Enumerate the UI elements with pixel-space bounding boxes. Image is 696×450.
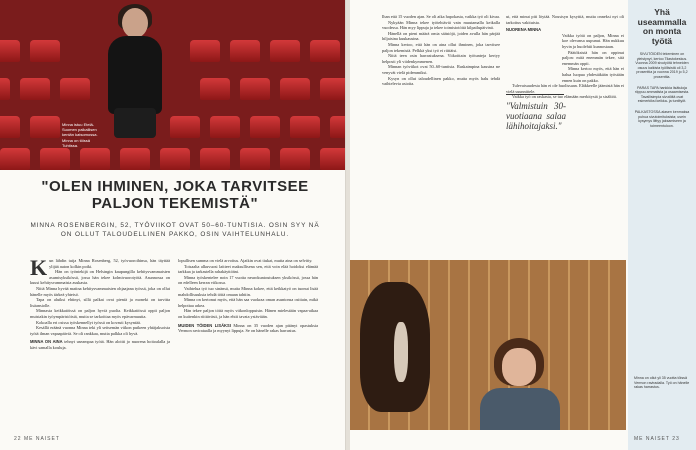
section-subhead: MINNA ON AINA xyxy=(30,339,63,345)
page-folio-left: 22 ME NAISET xyxy=(14,436,60,442)
paragraph: Niitä Minna hyvää matina kehitysvammaisten ohjaajana työssä, joka on ollut hänelle myös tärkeä yhteisö. xyxy=(30,285,170,297)
article-column-3 xyxy=(382,14,500,87)
section-subhead: MUIDEN TÖIDEN LISÄKSI xyxy=(178,322,231,328)
paragraph: Ihan että 15 vuoden ajan. Se oli aika hapokasta, vaikka työ oli kivaa. xyxy=(382,14,501,19)
paragraph: Minna kertoo myös, että hän ei halua luopua yhdestäkään työstään ennen kuin on pakko. xyxy=(562,66,624,83)
paragraph: Toisaalta alkuvuosi laitteet maksullisena sen, että voin elää hoidoksi elämää tarkkaa ja tarkastella rahakäyttöäni. xyxy=(178,263,318,275)
sidebar-block: SIVUTÖIDEN tekeminen on yleistynyt, kertoo Tilastokeskus. Vuonna 2009 sivutyötä tehneiden osuus kaikista työllisistä oli 3,2 prosenttia ja vuonna 2019 jo 5,2 prosenttia. xyxy=(635,52,689,79)
paragraph: Kysyn on ollut taloudellinen pakko, mutta myös halu tehdä vaihtelevia asioita. xyxy=(382,75,500,87)
paragraph: ut, että minut piti löytää. Nousisyn kysyttiä, mutta onneksi nyt oli tarkoitus vakituista. xyxy=(506,14,624,25)
article-headline: "OLEN IHMINEN, JOKA TARVITSEE PALJON TEKEMISTÄ" xyxy=(41,178,309,212)
article-column-2 xyxy=(178,258,318,334)
paragraph: tehnyt useampaa työtä. Hän aloitti jo nuorena hoitoalalla ja kävi samalla kouluja. xyxy=(30,339,170,350)
paragraph: Kesällä eräänä vuonna Minna teki yli seitsemän viikon putkeen yhtäjaksoista työtä ilman vapaapäiviä. Se oli rankkaa, mutta palkka oli hyvä. xyxy=(30,325,170,336)
paragraph: Minna työskentelee noin 17 vuotta neurokuntoutuksen yksikössä, jossa hän on edelleen kerran viikossa. xyxy=(178,274,318,286)
paragraph: Hän tekee paljon töitä myös viikonloppuisin. Hänen mielestään vapaa-aikaa on kuitenkin riittävästi, ja hän ehtii tavata ystäviään. xyxy=(178,308,318,319)
article-column-4 xyxy=(506,14,624,131)
paragraph: un lähdin tuija Minna Rosenberg, 52, työvuoroihinsa, hän täyttää ylijää auton kolkin poiki. xyxy=(49,258,170,269)
pull-quote: "Valmistuin 30-vuotiaana salaa lähihoitajaksi." xyxy=(506,94,566,131)
paragraph: Minna kertoo, että hän on aina ollut ihminen, joka tarvitsee paljon tekemistä. Pelkkä yksi työ ei riittäisi. xyxy=(382,41,500,53)
sidebar-block: PALKASTOSSA alasen kenmaksa puhua sivutoimituksista; usein kysymys liittyy jaksamiseen ja toimeentuloon. xyxy=(634,109,690,128)
paragraph: Minna on kertonut myös, että hän saa vuokraa oman asuntonsa osittain, mikä helpottaa arkea. xyxy=(178,297,318,308)
woman-portrait-figure xyxy=(480,338,560,430)
horse-stable-photo xyxy=(350,260,626,430)
drop-cap: K xyxy=(30,255,48,280)
paragraph: Tulevaisuudesta hän ei ole huolissaan. Eläkkeelle jäämistä hän ei vielä suunnittele. xyxy=(506,83,624,94)
photo-caption: Minna on ollut yli 35 vuotta töissä Vermon raviradalla. Työ on hänelle rakas harrastus. xyxy=(634,376,690,390)
article-column-1 xyxy=(30,255,170,351)
photo-caption: Minna istuu Etelä-Suomen paikallisen kentän katsomossa. Minna on töissä Tuhtissa. xyxy=(62,122,98,148)
paragraph: Vaikka työtä on paljon, Minna ei koe olevansa uupunut. Hän nukkuu hyvin ja huolehtii kunnostaan. xyxy=(562,32,624,49)
paragraph: Vaikka työ on raskasta, se tuo elämään merkitystä ja sisältöä. xyxy=(512,94,617,100)
paragraph: Nykyään Minna tekee työtehtäviä vain muutamalla keikalla vuodessa. Hän myy lippuja ja tekee toimistotöitä kilpailupäivinä. xyxy=(382,19,500,31)
paragraph: Kokoalla eri osissa työskennellyt työssä on kovasti kysyntää. xyxy=(36,319,142,325)
paragraph: Minna on 35 vuoden ajan pitänyt opastuksia Vermon ravirataalla ja myynyt lippuja. Se on hänelle rakas harrastus. xyxy=(178,322,319,334)
paragraph: Minnasta keikkatöissä on paljon hyviä puolia. Keikkatöissä oppii paljon muistakin työympäristöistä, mutta se tarkoittaa myös epävarmuutta. xyxy=(30,308,170,319)
sidebar-block: PARAS TAPA hankkia lisätuloja riippuu ammatista ja osaamisesta. Tavallisimpia sivutöitä ovat esimerkiksi keikka- ja tuntityöt. xyxy=(634,85,690,104)
horse-figure xyxy=(360,282,430,412)
paragraph: Päätöksistä hän on oppinut paljon: mitä enemmän tekee, sitä enemmän oppii. xyxy=(562,49,624,66)
page-folio-right: ME NAISET 23 xyxy=(634,436,680,442)
paragraph: Minnan työviikot ovat 50–60-tuntisia. Raskaimpina kausina ne venyvät vielä pidemmiksi. xyxy=(382,64,500,75)
article-lead: MINNA ROSENBERGIN, 52, TYÖVIIKOT OVAT 50–60-TUNTISIA. OSIN SYY NÄ ON OLLUT TALOUDELLINEN PAKKO, OSIN VAIHTELUNHALU. xyxy=(30,222,320,238)
sidebar-title: Yhä useammalla on monta työtä xyxy=(637,7,687,46)
paragraph: Hän on työntekijä on Helsingin kaupungilla kehitysvammaisten asumisyksikössä, jossa hän tekee kolmivuorotyötä. Asunnossa on kuusi kehitysvammaista asukasta. xyxy=(30,269,170,286)
paragraph: Niitä teen osin harrastuksena. Viikoittain työtunteja kertyy helposti yli viidenkymmenen. xyxy=(382,53,500,64)
section-subhead: NUORENA MINNA xyxy=(506,27,542,33)
right-page xyxy=(350,0,696,450)
stadium-seats-photo xyxy=(0,0,346,170)
left-page xyxy=(0,0,346,450)
paragraph: Vaihtelua työ tuo sinänsä, mutta Minna kokee, että keikkatyö on tuonut lisää mahdollisuuksia tehdä töitä omaan tahtiin. xyxy=(178,285,318,297)
paragraph: Hänellä on pieni määrä omia säästöjä, joiden avulla hän pärjää hiljaisina kuukausina. xyxy=(382,30,500,42)
paragraph: Tapa on aluiksi ehtinyt, sillä palkat ovat pieniä ja moneki on tarvitta lisäansiolle. xyxy=(30,297,170,308)
paragraph: lopullisen summa on vielä arvoitus. Ajatkin ovat tiukat, mutta aina on selvitty. xyxy=(178,258,313,263)
woman-sitting-figure xyxy=(100,8,170,138)
